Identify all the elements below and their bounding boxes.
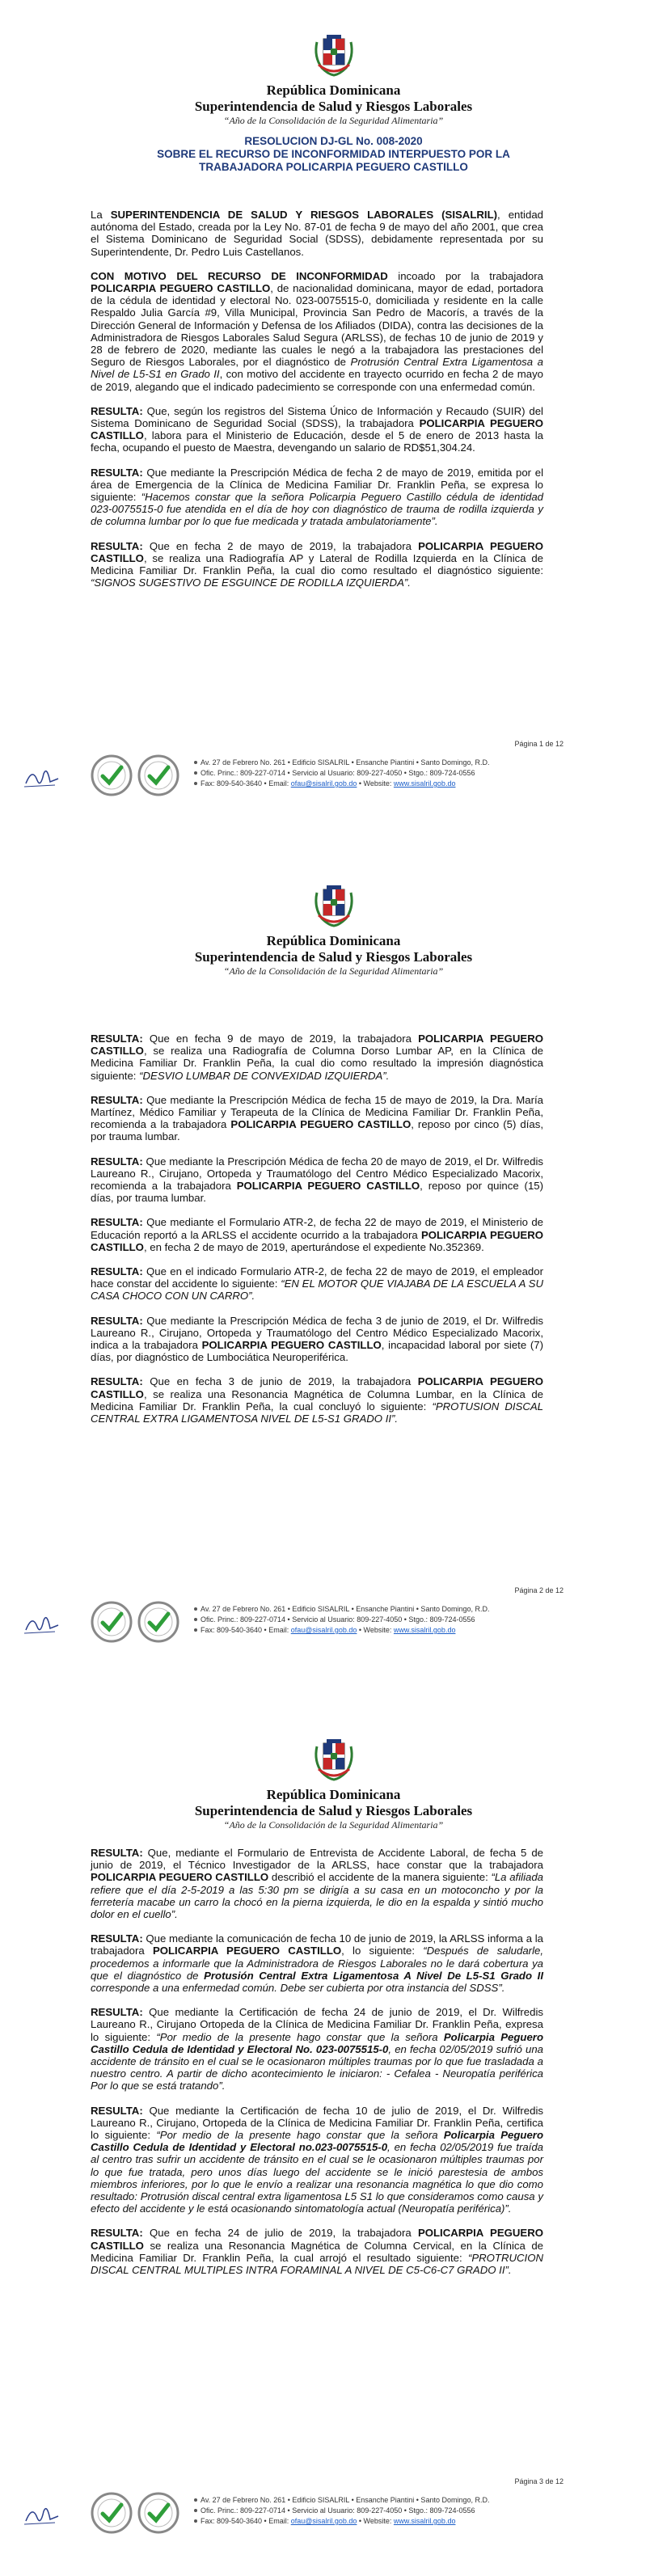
paragraph: RESULTA: Que mediante la comunicación de fecha 10 de junio de 2019, la ARLSS informa a la trabajadora POLICARPIA PEGUERO CASTILLO, lo siguiente: “Después de saludarle, procedemos a informarle que la Administradora de Riesgos Laborales no le dará cobertura ya que el diagnóstico de Protusión Central Extra Ligamentosa A Nivel De L5-S1 Grado II corresponde a una enfermedad común. Debe ser cubierta por otra instancia del SDSS”. xyxy=(91,1932,543,1995)
email-link[interactable]: ofau@sisalril.gob.do xyxy=(290,2517,357,2525)
paragraph: RESULTA: Que en fecha 3 de junio de 2019, la trabajadora POLICARPIA PEGUERO CASTILLO, se realiza una Resonancia Magnética de Columna Lumbar, en la Clínica de Medicina Familiar Dr. Franklin Peña, la cual concluyó lo siguiente: “PROTUSION DISCAL CENTRAL EXTRA LIGAMENTOSA NIVEL DE L5-S1 GRADO II”. xyxy=(91,1375,543,1425)
motto-text: “Año de la Consolidación de la Seguridad Alimentaria” xyxy=(223,965,444,977)
republica-title: República Dominicana xyxy=(266,933,401,948)
motto-text: “Año de la Consolidación de la Seguridad Alimentaria” xyxy=(223,1819,444,1831)
document-page-3 xyxy=(0,1717,667,2576)
email-link[interactable]: ofau@sisalril.gob.do xyxy=(290,1626,357,1634)
certification-seal-icon xyxy=(91,754,133,796)
website-link[interactable]: www.sisalril.gob.do xyxy=(393,2517,456,2525)
paragraph: RESULTA: Que mediante la Prescripción Médica de fecha 15 de mayo de 2019, la Dra. María Martínez, Médico Familiar y Terapeuta de la Clínica de Medicina Familiar Dr. Franklin Peña, recomienda a la trabajadora POLICARPIA PEGUERO CASTILLO, reposo por cinco (5) días, por trauma lumbar. xyxy=(91,1093,543,1143)
paragraph: RESULTA: Que mediante la Certificación de fecha 10 de julio de 2019, el Dr. Wilfredis Laureano R., Cirujano, Ortopeda de la Clínica de Medicina Familiar Dr. Franklin Peña, certifica lo siguiente: “Por medio de la presente hago constar que la señora Policarpia Peguero Castillo Cedula de Identidad y Electoral no.023-0075515-0, en fecha 02/05/2019 fue traída al centro tras sufrir un accidente de tránsito en el cual se le ocasionaron múltiples traumas por lo que fue tratada, pero unos días luego del accidente se le inició parestesia de ambos miembros inferiores, por lo que le envío a realizar una resonancia magnética lo que dio como resultado: Protrusión discal central extra ligamentosa L5 S1 lo que consideramos como causa y efecto del accidente y le está ocasionando sintomatología actual (Neuropatía periférica)”. xyxy=(91,2104,543,2215)
paragraph: RESULTA: Que mediante la Prescripción Médica de fecha 20 de mayo de 2019, el Dr. Wilfredis Laureano R., Cirujano, Ortopeda y Traumatólogo del Centro Médico Especializado Macorix, recomienda a la trabajadora POLICARPIA PEGUERO CASTILLO, reposo por quince (15) días, por trauma lumbar. xyxy=(91,1155,544,1205)
page-header xyxy=(0,32,667,174)
paragraph: RESULTA: Que, mediante el Formulario de Entrevista de Accidente Laboral, de fecha 5 de junio de 2019, el Técnico Investigador de la ARLSS, hace constar que la trabajadora POLICARPIA PEGUERO CASTILLO describió el accidente de la manera siguiente: “La afiliada refiere que el día 2-5-2019 a las 5:30 pm se dirigía a su casa en un motoconcho y por la ferretería macabe un carro la chocó en la pierna izquierda, le dio en la espalda y sintió mucho dolor en el cuello”. xyxy=(91,1847,544,1921)
superintendencia-title: Superintendencia de Salud y Riesgos Laborales xyxy=(194,99,473,114)
certification-seal-icon xyxy=(137,754,179,796)
page-2-body xyxy=(91,1033,543,1437)
resolution-subject-line-1: SOBRE EL RECURSO DE INCONFORMIDAD INTERPUESTO POR LA xyxy=(157,148,510,160)
paragraph: RESULTA: Que mediante la Prescripción Médica de fecha 3 de junio de 2019, el Dr. Wilfredis Laureano R., Cirujano, Ortopeda y Traumatólogo del Centro Médico Especializado Macorix, indica a la trabajadora POLICARPIA PEGUERO CASTILLO, incapacidad laboral por siete (7) días, por diagnóstico de Lumbociática Neuroperiférica. xyxy=(91,1314,543,1364)
paragraph: RESULTA: Que mediante la Certificación de fecha 24 de junio de 2019, el Dr. Wilfredis Laureano R., Cirujano Ortopeda de la Clínica de Medicina Familiar Dr. Franklin Peña, expresa lo siguiente: “Por medio de la presente hago constar que la señora Policarpia Peguero Castillo Cedula de Identidad y Electoral No. 023-0075515-0, en fecha 02/05/2019 sufrió una accidente de tránsito en el cual se le ocasionaron múltiples traumas por lo que fue trasladada a nuestro centro. A partir de dicho acontecimiento le iniciaron: - Cefalea - Neuropatía periférica Por lo que se está tratando”. xyxy=(91,2006,543,2092)
superintendencia-title: Superintendencia de Salud y Riesgos Laborales xyxy=(194,949,473,965)
website-link[interactable]: www.sisalril.gob.do xyxy=(393,1626,456,1634)
signature-icon xyxy=(23,2502,61,2529)
resolution-number: RESOLUCION DJ-GL No. 008-2020 xyxy=(244,135,423,147)
republica-title: República Dominicana xyxy=(266,1787,401,1802)
footer-address: Av. 27 de Febrero No. 261 • Edificio SISALRIL • Ensanche Piantini • Santo Domingo, R.D. Ofic. Princ.: 809-227-0714 • Servicio al Usuario: 809-227-4050 • Stgo.: 809-724-0556 Fax: 809-540-3640 • Email: ofau@sisalril.gob.do • Website: www.sisalril.gob.do xyxy=(194,1604,566,1636)
paragraph: RESULTA: Que en el indicado Formulario ATR-2, de fecha 22 de mayo de 2019, el empleador hace constar del accidente lo siguiente: “EN EL MOTOR QUE VIAJABA DE LA ESCUELA A SU CASA CHOCO CON UN CARRO”. xyxy=(91,1265,543,1303)
footer-address: Av. 27 de Febrero No. 261 • Edificio SISALRIL • Ensanche Piantini • Santo Domingo, R.D. Ofic. Princ.: 809-227-0714 • Servicio al Usuario: 809-227-4050 • Stgo.: 809-724-0556 Fax: 809-540-3640 • Email: ofau@sisalril.gob.do • Website: www.sisalril.gob.do xyxy=(194,758,566,789)
page-number: Página 2 de 12 xyxy=(514,1586,564,1594)
paragraph: La SUPERINTENDENCIA DE SALUD Y RIESGOS LABORALES (SISALRIL), entidad autónoma del Estado, creada por la Ley No. 87-01 de fecha 9 de mayo del año 2001, que crea el Sistema Dominicano de Seguridad Social (SDSS), debidamente representada por su Superintendente, Dr. Pedro Luis Castellanos. xyxy=(91,209,543,258)
resolution-subject-line-2: TRABAJADORA POLICARPIA PEGUERO CASTILLO xyxy=(199,161,468,173)
certification-seal-icon xyxy=(137,1601,179,1643)
page-number: Página 3 de 12 xyxy=(514,2477,564,2485)
motto-text: “Año de la Consolidación de la Seguridad Alimentaria” xyxy=(223,115,444,126)
certification-seal-icon xyxy=(91,1601,133,1643)
paragraph: RESULTA: Que en fecha 9 de mayo de 2019, la trabajadora POLICARPIA PEGUERO CASTILLO, se realiza una Radiografía de Columna Dorso Lumbar AP, en la Clínica de Medicina Familiar Dr. Franklin Peña, la cual dio como resultado la impresión diagnóstica siguiente: “DESVIO LUMBAR DE CONVEXIDAD IZQUIERDA”. xyxy=(91,1033,544,1082)
document-page-1 xyxy=(0,0,667,859)
signature-icon xyxy=(23,764,61,792)
website-link[interactable]: www.sisalril.gob.do xyxy=(393,779,456,788)
page-header xyxy=(0,1737,667,1831)
page-footer xyxy=(0,1586,667,1659)
signature-icon xyxy=(23,1611,61,1638)
coat-of-arms-icon xyxy=(312,883,356,928)
paragraph: CON MOTIVO DEL RECURSO DE INCONFORMIDAD incoado por la trabajadora POLICARPIA PEGUERO CASTILLO, de nacionalidad dominicana, mayor de edad, portadora de la cédula de identidad y electoral No. 023-0075515-0, domiciliada y residente en la calle Respaldo Julia García #9, Villa Municipal, Provincia San Pedro de Macorís, a través de la Dirección General de Información y Defensa de los Afiliados (DIDA), contra las decisiones de la Administradora de Riesgos Laborales Salud Segura (ARLSS), de fechas 10 de junio de 2019 y 28 de febrero de 2020, mediante las cuales le negó a la trabajadora las prestaciones del Seguro de Riesgos Laborales, por el diagnóstico de Protrusión Central Extra Ligamentosa a Nivel de L5-S1 en Grado II, con motivo del accidente en trayecto ocurrido en fecha 2 de mayo de 2019, alegando que el indicado padecimiento se corresponde con una enfermedad común. xyxy=(91,269,544,393)
paragraph: RESULTA: Que, según los registros del Sistema Único de Información y Recaudo (SUIR) del Sistema Dominicano de Seguridad Social (SDSS), la trabajadora POLICARPIA PEGUERO CASTILLO, labora para el Ministerio de Educación, desde el 5 de enero de 2013 hasta la fecha, ocupando el puesto de Maestra, devengando un salario de RD$51,304.24. xyxy=(91,404,544,454)
page-footer xyxy=(0,2477,667,2550)
paragraph: RESULTA: Que mediante el Formulario ATR-2, de fecha 22 de mayo de 2019, el Ministerio de Educación reportó a la ARLSS el accidente ocurrido a la trabajadora POLICARPIA PEGUERO CASTILLO, en fecha 2 de mayo de 2019, aperturándose el expediente No.352369. xyxy=(91,1216,543,1253)
paragraph: RESULTA: Que en fecha 2 de mayo de 2019, la trabajadora POLICARPIA PEGUERO CASTILLO, se realiza una Radiografía AP y Lateral de Rodilla Izquierda en la Clínica de Medicina Familiar Dr. Franklin Peña, la cual dio como resultado el diagnóstico siguiente: “SIGNOS SUGESTIVO DE ESGUINCE DE RODILLA IZQUIERDA”. xyxy=(91,539,544,589)
document-page-2 xyxy=(0,859,667,1717)
coat-of-arms-icon xyxy=(312,1737,356,1782)
superintendencia-title: Superintendencia de Salud y Riesgos Laborales xyxy=(194,1803,473,1818)
page-footer xyxy=(0,740,667,813)
footer-address: Av. 27 de Febrero No. 261 • Edificio SISALRIL • Ensanche Piantini • Santo Domingo, R.D. Ofic. Princ.: 809-227-0714 • Servicio al Usuario: 809-227-4050 • Stgo.: 809-724-0556 Fax: 809-540-3640 • Email: ofau@sisalril.gob.do • Website: www.sisalril.gob.do xyxy=(194,2495,566,2527)
coat-of-arms-icon xyxy=(312,32,356,78)
certification-seal-icon xyxy=(137,2492,179,2534)
email-link[interactable]: ofau@sisalril.gob.do xyxy=(290,779,357,788)
page-number: Página 1 de 12 xyxy=(514,740,564,748)
certification-seal-icon xyxy=(91,2492,133,2534)
paragraph: RESULTA: Que mediante la Prescripción Médica de fecha 2 de mayo de 2019, emitida por el área de Emergencia de la Clínica de Medicina Familiar Dr. Franklin Peña, se expresa lo siguiente: “Hacemos constar que la señora Policarpia Peguero Castillo cédula de identidad 023-0075515-0 fue atendida en el día de hoy con diagnóstico de trauma de rodilla izquierda y de columna lumbar por lo que fue medicada y tratada ambulatoriamente”. xyxy=(91,466,543,528)
paragraph: RESULTA: Que en fecha 24 de julio de 2019, la trabajadora POLICARPIA PEGUERO CASTILLO se realiza una Resonancia Magnética de Columna Cervical, en la Clínica de Medicina Familiar Dr. Franklin Peña, la cual arrojó el resultado siguiente: “PROTRUCION DISCAL CENTRAL MULTIPLES INTRA FORAMINAL A NIVEL DE C5-C6-C7 GRADO II”. xyxy=(91,2227,544,2277)
page-1-body xyxy=(91,209,543,601)
page-header xyxy=(0,883,667,978)
republica-title: República Dominicana xyxy=(266,82,401,98)
page-3-body xyxy=(91,1847,543,2288)
resolution-heading xyxy=(0,135,667,174)
